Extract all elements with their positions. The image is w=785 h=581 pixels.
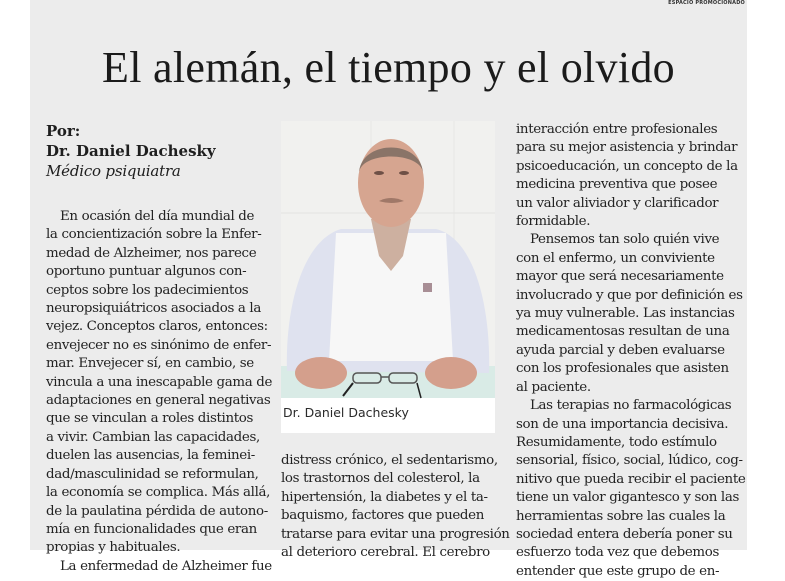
author-photo (281, 121, 495, 398)
text-line: formidable. (516, 214, 591, 230)
text-line: hipertensión, la diabetes y el ta- (281, 489, 488, 505)
text-line: nitivo que pueda recibir el paciente (516, 471, 746, 487)
text-line: que se vinculan a roles distintos (46, 411, 253, 427)
text-line: distress crónico, el sedentarismo, (281, 453, 498, 468)
text-line: tratarse para evitar una progresión (281, 526, 510, 542)
text-line: En ocasión del día mundial de (60, 209, 255, 224)
text-line: herramientas sobre las cuales la (516, 508, 726, 524)
text-line: oportuno puntuar algunos con- (46, 264, 247, 280)
text-line: vincula a una inescapable gama de (46, 374, 273, 390)
text-line: son de una importancia decisiva. (516, 416, 729, 432)
newspaper-page (30, 0, 747, 579)
text-line: adaptaciones en general negativas (46, 393, 271, 409)
text-line: para su mejor asistencia y brindar (516, 140, 738, 156)
text-line: sensorial, físico, social, lúdico, cog- (516, 453, 743, 469)
text-line: sociedad entera debería poner su (516, 526, 733, 542)
text-line: mar. Envejecer sí, en cambio, se (46, 356, 254, 372)
text-line: medicamentosas resultan de una (516, 324, 730, 340)
text-line: al paciente. (516, 379, 591, 395)
text-line: mayor que será necesariamente (516, 269, 724, 285)
text-line: propias y habituales. (46, 540, 181, 556)
text-line: un valor aliviador y clarificador (516, 195, 719, 211)
text-line: la economía se complica. Más allá, (46, 485, 271, 501)
text-line: a vivir. Cambian las capacidades, (46, 429, 260, 445)
headline: El alemán, el tiempo y el olvido (102, 43, 675, 92)
text-line: mía en funcionalidades que eran (46, 521, 257, 537)
text-line: ceptos sobre los padecimientos (46, 282, 249, 298)
text-line: dad/masculinidad se reformulan, (46, 466, 259, 482)
text-line: La enfermedad de Alzheimer fue (60, 558, 272, 574)
text-line: Las terapias no farmacológicas (530, 398, 732, 414)
text-line: con el enfermo, un conviviente (516, 250, 715, 266)
text-line: baquismo, factores que pueden (281, 508, 484, 524)
text-line: vejez. Conceptos claros, entonces: (46, 319, 268, 335)
text-line: envejecer no es sinónimo de enfer- (46, 337, 272, 353)
author-photo-box (281, 121, 495, 433)
article-column-2 (281, 452, 510, 562)
text-line: ya muy vulnerable. Las instancias (516, 306, 735, 322)
text-line: medad de Alzheimer, nos parece (46, 245, 257, 261)
photo-caption: Dr. Daniel Dachesky (283, 405, 409, 420)
text-line: psicoeducación, un concepto de la (516, 158, 738, 174)
byline-role: Médico psiquiatra (46, 162, 181, 180)
portrait-illustration (281, 121, 495, 398)
text-line: al deterioro cerebral. El cerebro (281, 545, 490, 561)
text-line: esfuerzo toda vez que debemos (516, 545, 719, 561)
promo-label: ESPACIO PROMOCIONADO (668, 0, 745, 6)
byline-prefix: Por: (46, 122, 81, 140)
article-column-3 (516, 121, 746, 581)
text-line: Pensemos tan solo quién vive (530, 232, 720, 248)
text-line: ayuda parcial y deben evaluarse (516, 342, 725, 358)
text-line: involucrado y que por definición es (516, 287, 743, 303)
text-line: tiene un valor gigantesco y son las (516, 490, 740, 506)
text-line: medicina preventiva que posee (516, 177, 718, 193)
text-line: entender que este grupo de en- (516, 563, 720, 579)
text-line: neuropsiquiátricos asociados a la (46, 301, 261, 317)
article-column-1 (46, 208, 273, 576)
text-line: la concientización sobre la Enfer- (46, 227, 262, 243)
byline (46, 121, 276, 181)
byline-author: Dr. Daniel Dachesky (46, 142, 216, 160)
text-line: con los profesionales que asisten (516, 361, 729, 377)
text-line: interacción entre profesionales (516, 122, 718, 137)
text-line: duelen las ausencias, la feminei- (46, 448, 255, 464)
text-line: de la paulatina pérdida de autono- (46, 503, 268, 519)
text-line: Resumidamente, todo estímulo (516, 434, 717, 450)
text-line: los trastornos del colesterol, la (281, 471, 480, 487)
